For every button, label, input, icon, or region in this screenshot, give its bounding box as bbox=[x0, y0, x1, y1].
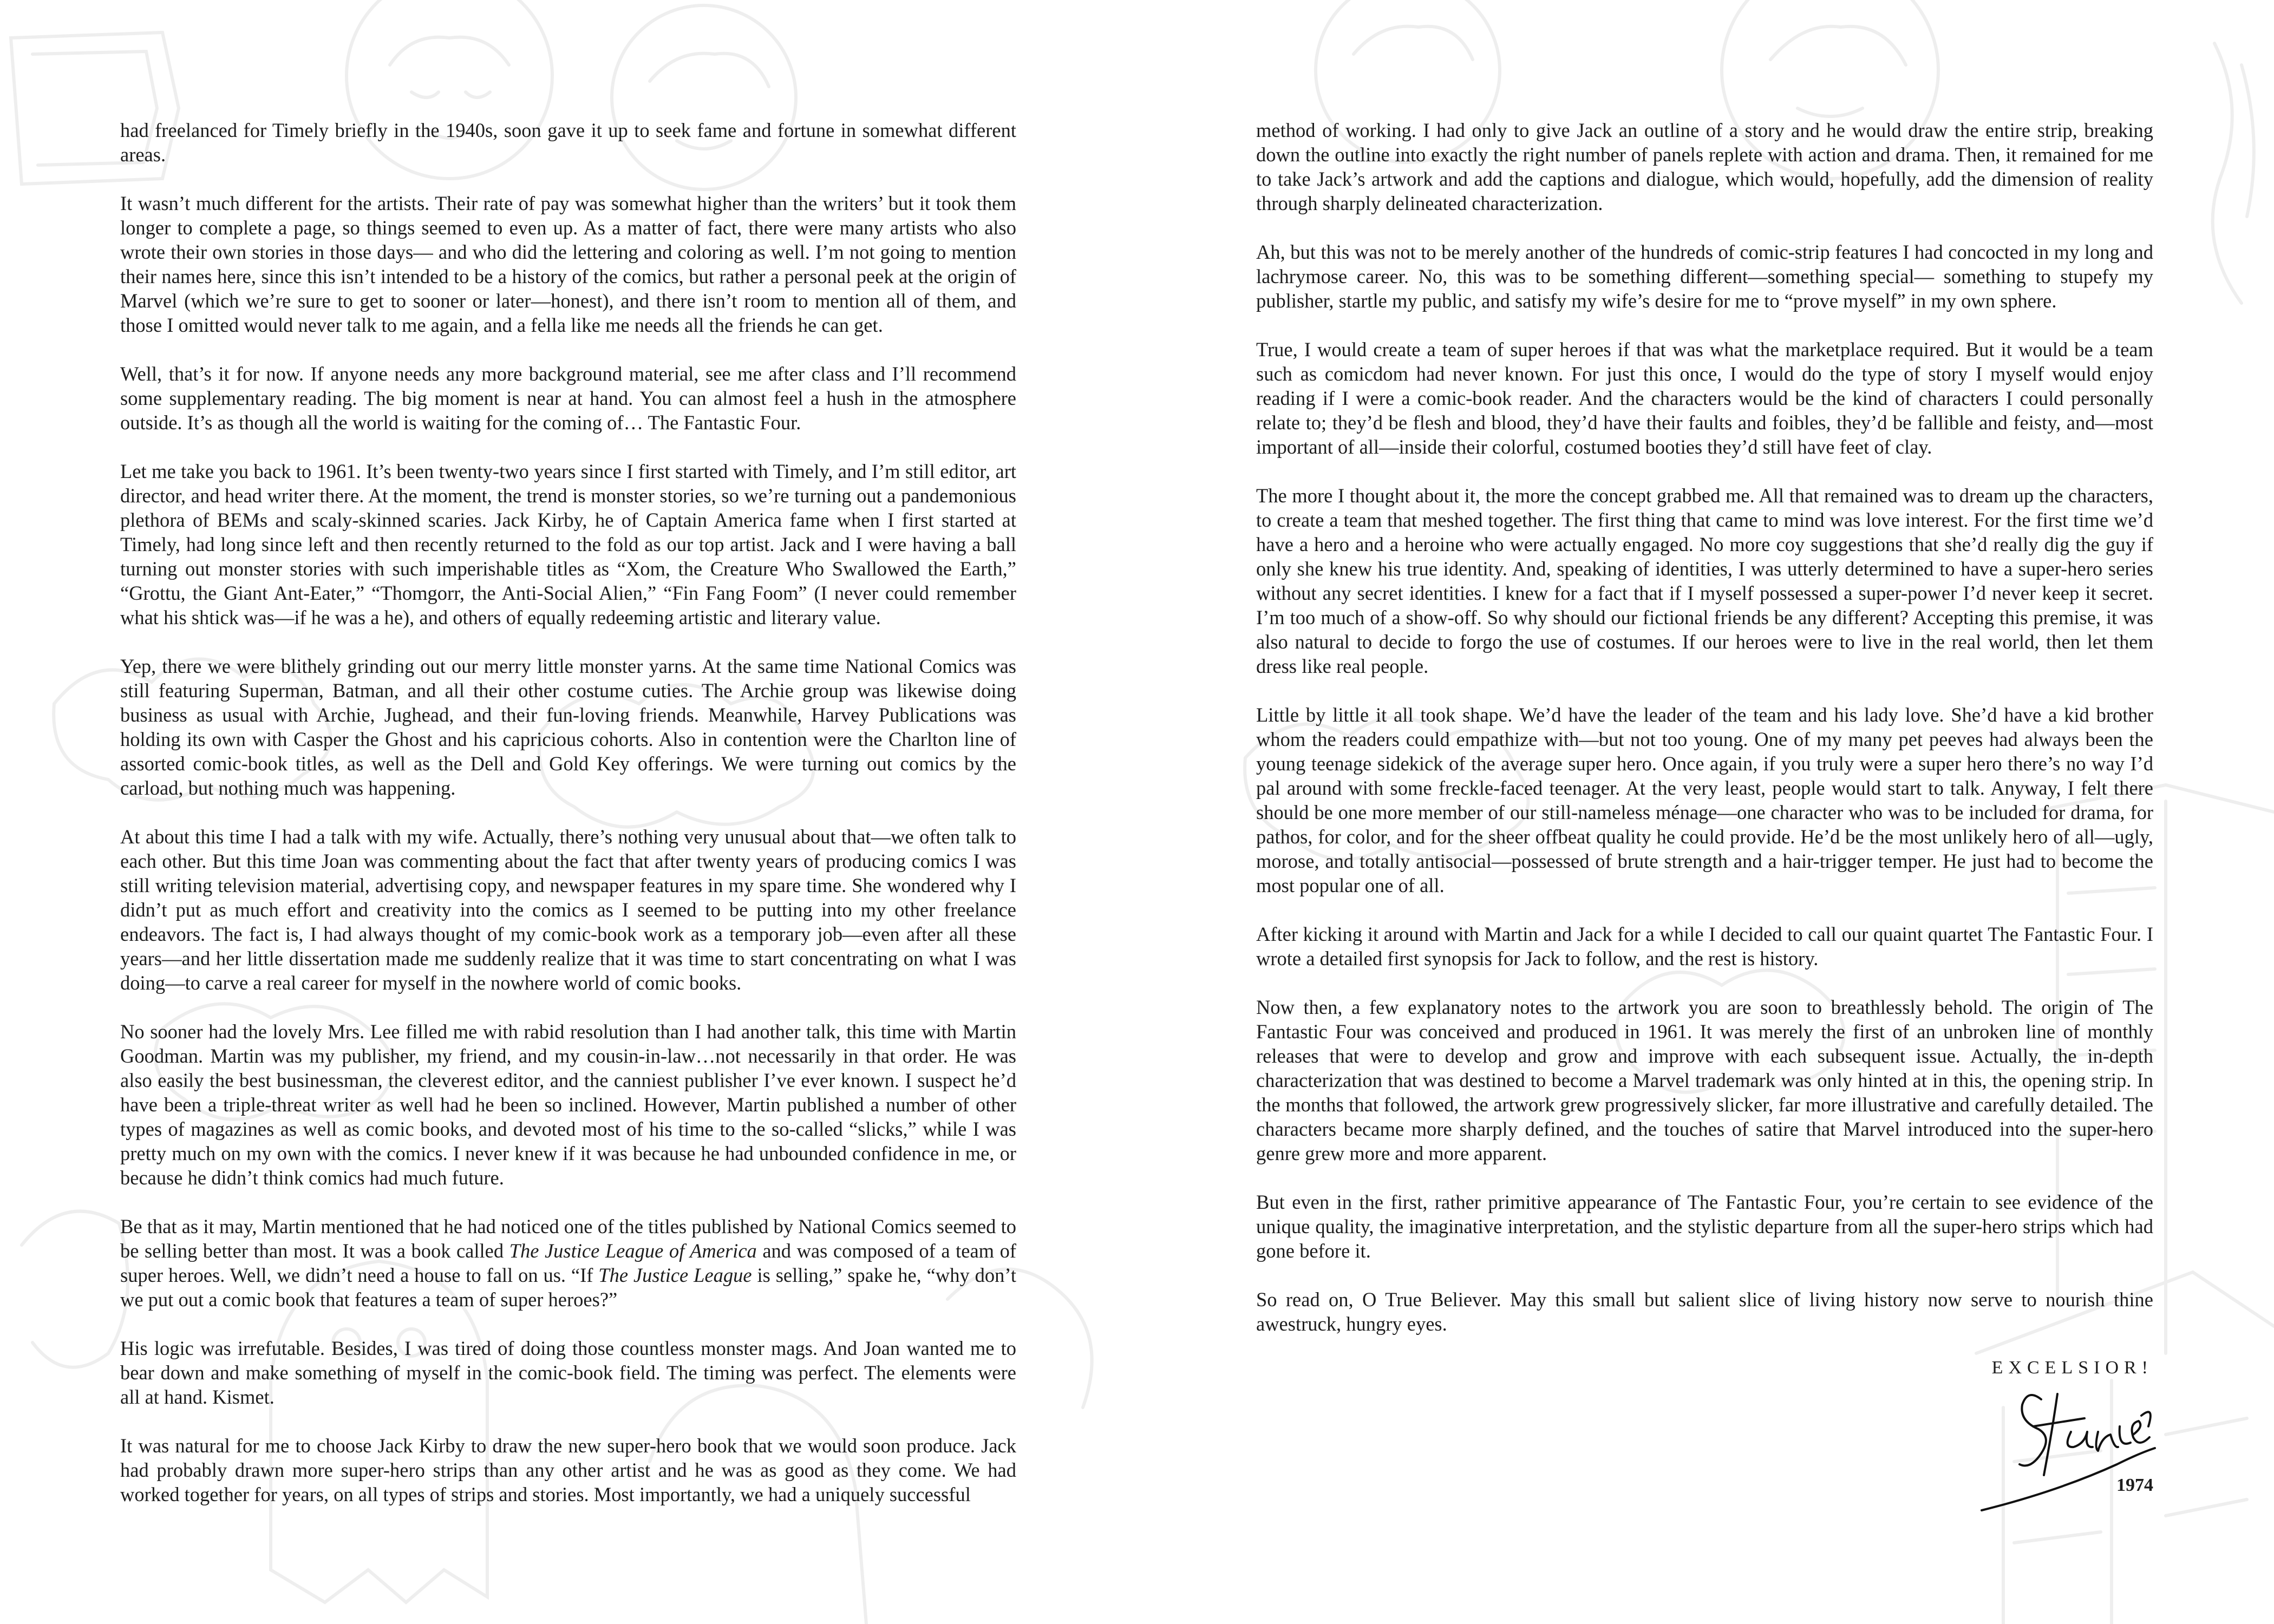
paragraph: method of working. I had only to give Jack an outline of a story and he would draw the entire strip, breaking down the outline into exactly the right number of panels replete with action and drama. Then, it remained for me to take Jack’s artwork and add the captions and dialogue, which would, hopefully, add the dimension of reality through sharply delineated characterization. bbox=[1256, 119, 2153, 214]
paragraph: It was natural for me to choose Jack Kirby to draw the new super-hero book that we would soon produce. Jack had probably drawn more super-hero strips than any other artist and he was as good as they come. We had worked together for years, on all types of strips and stories. Most importantly, we had a uniquely successful bbox=[120, 1435, 1016, 1505]
text-run: and was composed of a team of super heroes. Well, we didn’t need a house to fall on us. “If bbox=[120, 1240, 1017, 1286]
paragraph: True, I would create a team of super heroes if that was what the marketplace required. But it would be a team such as comicdom had never known. For just this once, I would do the type of story I myself would enjoy reading if I were a comic-book reader. And the characters would be the kind of characters I could personally relate to; they’d be flesh and blood, they’d have their faults and foibles, they’d be fallible and feisty, and—most important of all—inside their colorful, costumed booties they’d still have feet of clay. bbox=[1256, 338, 2153, 458]
paragraph: The more I thought about it, the more the concept grabbed me. All that remained was to dream up the characters, to create a team that meshed together. The first thing that came to mind was love interest. For the first time we’d have a hero and a heroine who were actually engaged. No more coy suggestions that she’d really dig the guy if only she knew his true identity. And, speaking of identities, I was utterly determined to have a super-hero series without any secret identities. I knew for a fact that if I myself possessed a super-power I’d never keep it secret. I’m too much of a show-off. So why should our fictional friends be any different? Accepting this premise, it was also natural to decide to forgo the use of costumes. If our heroes were to live in the real world, then let them dress like real people. bbox=[1256, 484, 2153, 677]
signature-stan-lee bbox=[1976, 1383, 2160, 1518]
paragraph: At about this time I had a talk with my wife. Actually, there’s nothing very unusual about that—we often talk to each other. But this time Joan was commenting about the fact that after twenty years of producing comics I was still writing television material, advertising copy, and newspaper features in my spare time. She wondered why I didn’t put as much effort and creativity into the comics as I seemed to be putting into my other freelance endeavors. The fact is, I had always thought of my comic-book work as a temporary job—even after all these years—and her little dissertation made me suddenly realize that it was time to start concentrating on what I was doing—to carve a real career for myself in the nowhere world of comic books. bbox=[120, 826, 1016, 994]
book-title-italic: The Justice League bbox=[598, 1264, 752, 1286]
paragraph: Little by little it all took shape. We’d have the leader of the team and his lady love. She’d have a kid brother whom the readers could empathize with—but not too young. One of my many pet peeves had always been the young teenage sidekick of the average super hero. Once again, if you truly were a super hero there’s no way I’d pal around with some freckle-faced teenager. At the very least, people would start to talk. Anyway, I felt there should be one more member of our still-nameless ménage—one character who was to be included for drama, for pathos, for color, and for the sheer offbeat quality he could provide. He’d be the most unlikely hero of all—ugly, morose, and totally antisocial—possessed of brute strength and a hair-trigger temper. He just had to become the most popular one of all. bbox=[1256, 704, 2153, 896]
right-page bbox=[1137, 0, 2274, 1624]
paragraph: It wasn’t much different for the artists. Their rate of pay was somewhat higher than the writers’ but it took them longer to complete a page, so things seemed to even up. As a matter of fact, there were many artists who also wrote their own stories in those days— and who did the lettering and coloring as well. I’m not going to mention their names here, since this isn’t intended to be a history of the comics, but rather a personal peek at the origin of Marvel (which we’re sure to get to sooner or later—honest), and there isn’t room to mention all of them, and those I omitted would never talk to me again, and a fella like me needs all the friends he can get. bbox=[120, 192, 1016, 336]
paragraph-justice-league bbox=[120, 1214, 1016, 1312]
signoff-excelsior: EXCELSIOR! bbox=[1991, 1358, 2153, 1378]
paragraph: But even in the first, rather primitive appearance of The Fantastic Four, you’re certain to see evidence of the unique quality, the imaginative interpretation, and the stylistic departure from all the super-hero strips which had gone before it. bbox=[1256, 1191, 2153, 1262]
signature-year: 1974 bbox=[2116, 1475, 2153, 1495]
paragraph: Well, that’s it for now. If anyone needs any more background material, see me after class and I’ll recommend some supplementary reading. The big moment is near at hand. You can almost feel a hush in the atmosphere outside. It’s as though all the world is waiting for the coming of… The Fantastic Four. bbox=[120, 363, 1016, 434]
paragraph: Yep, there we were blithely grinding out our merry little monster yarns. At the same time National Comics was still featuring Superman, Batman, and all their other costume cuties. The Archie group was likewise doing business as usual with Archie, Jughead, and their fun-loving friends. Meanwhile, Harvey Publications was holding its own with Casper the Ghost and his capricious cohorts. Also in contention were the Charlton line of assorted comic-book titles, as well as the Dell and Gold Key offerings. We were turning out comics by the carload, but nothing much was happening. bbox=[120, 655, 1016, 799]
paragraph: His logic was irrefutable. Besides, I was tired of doing those countless monster mags. And Joan wanted me to bear down and make something of myself in the comic-book field. The timing was perfect. The elements were all at hand. Kismet. bbox=[120, 1337, 1016, 1408]
left-text-column bbox=[120, 118, 1016, 1531]
paragraph: had freelanced for Timely briefly in the 1940s, soon gave it up to seek fame and fortune in somewhat different areas. bbox=[120, 119, 1016, 166]
paragraph: Ah, but this was not to be merely another of the hundreds of comic-strip features I had concocted in my long and lachrymose career. No, this was to be something different—something special— something to stupefy my publisher, startle my public, and satisfy my wife’s desire for me to “prove myself” in my own sphere. bbox=[1256, 241, 2153, 312]
right-text-column bbox=[1256, 118, 2153, 1360]
text-run: Be that as it may, Martin mentioned that he had noticed one of the titles published by National Comics seemed to be selling better than most. It was a book called bbox=[120, 1215, 1016, 1262]
text-run: is selling,” spake he, “why don’t we put out a comic book that features a team of super heroes?” bbox=[120, 1264, 1016, 1311]
paragraph: No sooner had the lovely Mrs. Lee filled me with rabid resolution than I had another talk, this time with Martin Goodman. Martin was my publisher, my friend, and my cousin-in-law…not necessarily in that order. He was also easily the best businessman, the cleverest editor, and the canniest publisher I’ve ever known. I suspect he’d have been a triple-threat writer as well had he been so inclined. However, Martin published a number of other types of magazines as well as comic books, and devoted most of his time to the so-called “slicks,” while I was pretty much on my own with the comics. I never knew if it was because he had unbounded confidence in me, or because he didn’t think comics had much future. bbox=[120, 1020, 1016, 1189]
paragraph: So read on, O True Believer. May this small but salient slice of living history now serve to nourish thine awestruck, hungry eyes. bbox=[1256, 1288, 2153, 1335]
paragraph: Let me take you back to 1961. It’s been twenty-two years since I first started with Timely, and I’m still editor, art director, and head writer there. At the moment, the trend is monster stories, so we’re turning out a pandemonious plethora of BEMs and scaly-skinned scaries. Jack Kirby, he of Captain America fame when I first started at Timely, had long since left and then recently returned to the fold as our top artist. Jack and I were having a ball turning out monster stories with such imperishable titles as “Xom, the Creature Who Swallowed the Earth,” “Grottu, the Giant Ant-Eater,” “Thomgorr, the Anti-Social Alien,” “Fin Fang Foom” (I never could remember what his shtick was—if he was a he), and others of equally redeeming artistic and literary value. bbox=[120, 460, 1016, 628]
book-title-italic: The Justice League of America bbox=[509, 1240, 757, 1262]
paragraph: Now then, a few explanatory notes to the artwork you are soon to breathlessly behold. The origin of The Fantastic Four was conceived and produced in 1961. It was merely the first of an unbroken line of monthly releases that were to develop and grow and improve with each subsequent issue. Actually, the in-depth characterization that was destined to become a Marvel trademark was only hinted at in this, the opening strip. In the months that followed, the artwork grew progressively slicker, far more illustrative and carefully detailed. The characters became more sharply defined, and the touches of satire that Marvel introduced into the super-hero genre grew more and more apparent. bbox=[1256, 996, 2153, 1164]
paragraph: After kicking it around with Martin and Jack for a while I decided to call our quaint quartet The Fantastic Four. I wrote a detailed first synopsis for Jack to follow, and the rest is history. bbox=[1256, 923, 2153, 970]
